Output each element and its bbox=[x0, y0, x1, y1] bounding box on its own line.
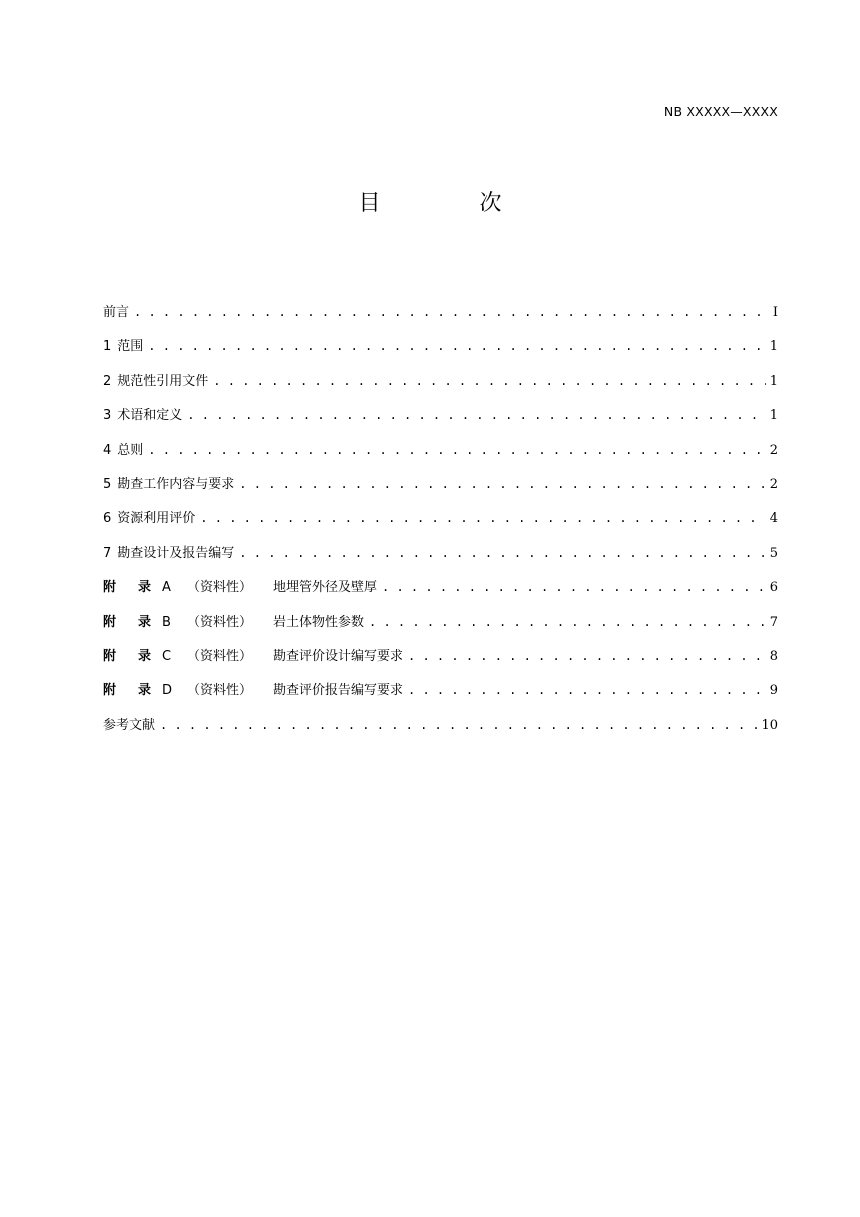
toc-entry-label bbox=[103, 370, 211, 389]
toc-entry-label: 参考文献 bbox=[103, 717, 156, 733]
page-title: 目 次 bbox=[358, 191, 548, 216]
toc-leader-dots bbox=[239, 546, 765, 560]
toc-section-title: 资源利用评价 bbox=[117, 511, 196, 527]
toc-entry-label bbox=[103, 439, 146, 458]
toc-leader-dots bbox=[160, 718, 757, 732]
appendix-type: （资料性） bbox=[187, 580, 253, 596]
document-code: NB XXXXX—XXXX bbox=[663, 104, 778, 119]
toc-page-number: 8 bbox=[769, 648, 778, 664]
toc-entry-appendix-c[interactable] bbox=[103, 645, 778, 679]
toc-entry-label bbox=[103, 473, 237, 492]
toc-section-number: 4 bbox=[103, 442, 112, 458]
toc-leader-dots bbox=[200, 511, 765, 525]
toc-page-number: 4 bbox=[769, 511, 778, 527]
toc-section-title: 范围 bbox=[117, 339, 144, 355]
appendix-word-1: 附 bbox=[103, 683, 117, 699]
toc-section-title: 规范性引用文件 bbox=[117, 373, 209, 389]
toc-section-number: 7 bbox=[103, 545, 112, 561]
toc-leader-dots bbox=[148, 443, 765, 457]
toc-leader-dots bbox=[148, 339, 765, 353]
toc-page-number: 5 bbox=[769, 545, 778, 561]
toc-leader-dots bbox=[408, 649, 766, 663]
toc-entry-terms[interactable] bbox=[103, 404, 778, 438]
toc-leader-dots bbox=[213, 374, 765, 388]
appendix-title: 地埋管外径及壁厚 bbox=[273, 580, 378, 596]
toc-section-title: 术语和定义 bbox=[117, 408, 183, 424]
toc-entry-survey-work[interactable] bbox=[103, 473, 778, 507]
appendix-type: （资料性） bbox=[187, 683, 253, 699]
appendix-title: 勘查评价设计编写要求 bbox=[273, 648, 404, 664]
toc-section-number: 6 bbox=[103, 511, 112, 527]
toc-entry-label: 前言 bbox=[103, 305, 130, 320]
toc-leader-dots bbox=[239, 477, 765, 491]
toc-leader-dots bbox=[382, 580, 766, 594]
toc-entry-scope[interactable] bbox=[103, 335, 778, 369]
toc-entry-label bbox=[103, 404, 185, 423]
toc-entry-label bbox=[103, 335, 146, 354]
toc-page-number: 7 bbox=[769, 614, 778, 630]
toc-entry-resource-evaluation[interactable] bbox=[103, 507, 778, 541]
toc-entry-appendix-a[interactable] bbox=[103, 576, 778, 610]
table-of-contents bbox=[103, 301, 778, 748]
toc-entry-foreword[interactable] bbox=[103, 301, 778, 335]
toc-page-number: 1 bbox=[769, 373, 778, 389]
toc-page-number: 6 bbox=[769, 580, 778, 596]
appendix-word-1: 附 bbox=[103, 648, 117, 664]
toc-page-number: 1 bbox=[769, 408, 778, 424]
appendix-word-1: 附 bbox=[103, 614, 117, 630]
appendix-title: 勘查评价报告编写要求 bbox=[273, 683, 404, 699]
toc-entry-appendix-b[interactable] bbox=[103, 611, 778, 645]
toc-section-title: 总则 bbox=[117, 442, 144, 458]
toc-page-number: 2 bbox=[769, 442, 778, 458]
toc-entry-general[interactable] bbox=[103, 439, 778, 473]
toc-entry-label bbox=[103, 542, 237, 561]
toc-entry-label bbox=[103, 611, 367, 630]
toc-section-title: 勘查工作内容与要求 bbox=[117, 476, 235, 492]
appendix-type: （资料性） bbox=[187, 648, 253, 664]
toc-leader-dots bbox=[369, 615, 766, 629]
appendix-word-1: 附 bbox=[103, 580, 117, 596]
toc-section-number: 2 bbox=[103, 373, 112, 389]
toc-entry-design-report[interactable] bbox=[103, 542, 778, 576]
toc-section-number: 3 bbox=[103, 408, 112, 424]
toc-entry-normative-references[interactable] bbox=[103, 370, 778, 404]
toc-page-number: 2 bbox=[769, 476, 778, 492]
toc-entry-label bbox=[103, 576, 380, 595]
appendix-word-2: 录 bbox=[138, 648, 152, 664]
toc-entry-label bbox=[103, 679, 406, 698]
toc-leader-dots bbox=[134, 305, 769, 319]
appendix-letter: D bbox=[162, 683, 173, 699]
toc-entry-references[interactable] bbox=[103, 714, 778, 748]
toc-page-number: I bbox=[772, 305, 778, 320]
toc-page-number: 10 bbox=[761, 717, 778, 733]
appendix-title: 岩土体物性参数 bbox=[273, 614, 365, 630]
appendix-word-2: 录 bbox=[138, 614, 152, 630]
toc-entry-label bbox=[103, 645, 406, 664]
toc-section-number: 5 bbox=[103, 476, 112, 492]
appendix-word-2: 录 bbox=[138, 683, 152, 699]
toc-leader-dots bbox=[187, 408, 765, 422]
appendix-type: （资料性） bbox=[187, 614, 253, 630]
toc-leader-dots bbox=[408, 683, 766, 697]
toc-entry-label bbox=[103, 507, 198, 526]
toc-section-number: 1 bbox=[103, 339, 112, 355]
toc-section-title: 勘查设计及报告编写 bbox=[117, 545, 235, 561]
appendix-word-2: 录 bbox=[138, 580, 152, 596]
appendix-letter: A bbox=[162, 580, 171, 596]
appendix-letter: C bbox=[162, 648, 172, 664]
toc-page-number: 9 bbox=[769, 683, 778, 699]
toc-page-number: 1 bbox=[769, 339, 778, 355]
appendix-letter: B bbox=[162, 614, 171, 630]
toc-entry-appendix-d[interactable] bbox=[103, 679, 778, 713]
